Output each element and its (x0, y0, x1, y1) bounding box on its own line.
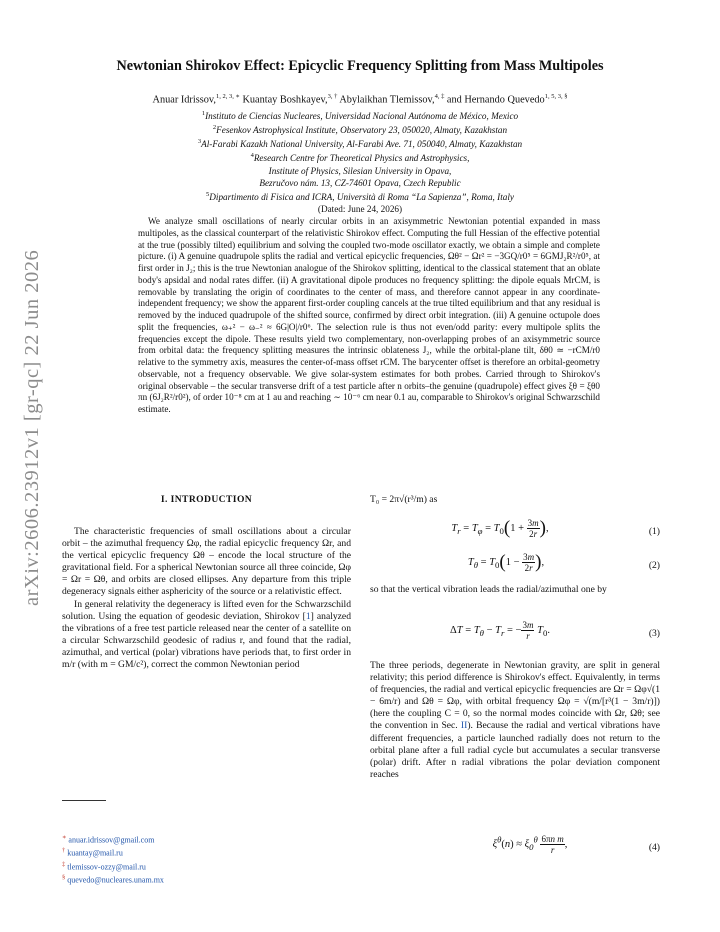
affiliation-line: Bezručovo nám. 13, CZ-74601 Opava, Czech Republic (259, 177, 461, 188)
equation-1: $T_r = T_\varphi = T_0(1$ + $\frac{3m}{2r}$ ), (1) (451, 517, 660, 539)
equation-number: (2) (648, 560, 660, 571)
dated-line: (Dated: June 24, 2026) (317, 203, 403, 214)
equation-number: (3) (648, 628, 660, 639)
paragraph: The three periods, degenerate in Newtonian gravity, are split in general relativity; this period difference is Shirokov's effect. Equivalently, in terms of frequencies, the radial and vertical epicyclic frequencies are Ωr = Ωφ√(1 − 6m/r) and Ωθ = Ωφ, with orbital frequency Ωφ = √(m/[r³(1 − 3m/r)]) (here the coupling C = 0, so the normal modes coincide with Ωr, Ωθ; see the convention in Sec. II). Because the radial and vertical vibrations have different frequencies, a particle launched radially does not return to the orbital plane after a full radial cycle but accumulates a secular transverse (polar) drift. After n radial vibrations the polar deviation component reaches (370, 660, 661, 780)
right-column-mid (370, 584, 660, 596)
author-affil-mark: 4, ‡ (434, 93, 445, 100)
author-name: Abylaikhan Tlemissov, (339, 94, 435, 106)
paragraph: In general relativity the degeneracy is lifted even for the Schwarzschild solution. Using the equation of geodesic deviation, Shirokov [1] analyzed the vibrations of a free test particle released near the center of a satellite on a circular Schwarzschild geodesic of radius r, and found that the radial, azimuthal, and vertical (polar) vibrations have periods that, to first order in m/r (with m = GM/c²), correct the common Newtonian period (62, 598, 351, 671)
affiliation-list (60, 108, 660, 215)
arxiv-stamp: arXiv:2606.23912v1 [gr-qc] 22 Jun 2026 (21, 249, 43, 606)
author-affil-mark: 1, 5, 3, § (544, 93, 568, 100)
affiliation-line: $^1$Instituto de Ciencias Nucleares, Universidad Nacional Autónoma de México, Mexico (201, 110, 519, 122)
abstract-text: We analyze small oscillations of nearly circular orbits in an axisymmetric Newtonian potential expanded in mass multipoles, as the classical counterpart of the relativistic Shirokov effect. Computing the full Hessian of the effective potential at the true (possibly tilted) equilibrium and solving the coupled two-mode oscillator exactly, we obtain a simple and complete picture. (i) A genuine quadrupole splits the radial and vertical epicyclic frequencies, Ωθ² − Ωr² = −3GQ/r0⁵ = 6GMJ₂R²/r0⁵, at first order in J₂; this is the true Newtonian analogue of the Shirokov splitting, identical to the classical statement that an oblate body's apsidal and nodal rates differ. (ii) A gravitational dipole produces no frequency splitting: the dipole equals MrCM, is removable by translating the origin of coordinates to the center of mass, and therefore cannot appear in any coordinate-independent frequency; we show the apparent first-order coupling cancels at the true tilted equilibrium and that any residual is removed by the induced quadrupole of the shifted source, confirmed by direct orbit integration. (iii) A genuine octupole does split the frequencies, ω₊² − ω₋² ≈ 6G|O|/r0⁶. The selection rule is thus not even/odd parity: every multipole splits the frequencies except the dipole. These results yield two complementary, non-overlapping probes of an axisymmetric source from orbital data: the frequency splitting measures the intrinsic oblateness J₂, while the orbital-plane tilt, δθ0 ≃ −rCM/r0 relative to the symmetry axis, measures the center-of-mass offset rCM. The barycenter offset is therefore an orbital-geometry observable, not a frequency observable. We give solar-system estimates for both probes. Carried through to Shirokov's original observable – the secular transverse drift of a test particle after n orbits–the genuine (quadrupole) effect gives ξθ = ξθ0 πn (6J₂R²/r0²), of order 10⁻⁸ cm at 1 au and reaching ∼ 10⁻⁶ cm near 0.1 au, comparable to Shirokov's original Schwarzschild estimate. (138, 216, 600, 414)
abstract (138, 216, 600, 416)
footnote-item: ∗ anuar.idrissov@gmail.com (62, 834, 155, 845)
equation-number: (1) (648, 526, 660, 537)
affiliation-line: $^4$Research Centre for Theoretical Physics and Astrophysics, (250, 152, 470, 164)
affiliation-line: $^5$Dipartimento di Fisica and ICRA, Università di Roma “La Sapienza”, Roma, Italy (206, 190, 514, 202)
footnote-item: † kuantay@mail.ru (62, 847, 123, 859)
paragraph: T₀ = 2π√(r³/m) as (370, 494, 438, 505)
footnote-email-link[interactable]: quevedo@nucleares.unam.mx (67, 876, 164, 886)
footnote-email-link[interactable]: tlemissov-ozzy@mail.ru (67, 862, 146, 872)
right-column-body (370, 660, 660, 781)
equation-3: $\Delta T = T_\theta - T_r$ = − $\frac{3m}{r}$ $T_0$. (3) (450, 620, 660, 641)
affiliation-line: $^3$Al-Farabi Kazakh National University, Al-Farabi Ave. 71, 050040, Almaty, Kazakhstan (197, 138, 523, 150)
footnote-email-link[interactable]: kuantay@mail.ru (67, 849, 123, 859)
affiliation-line: $^2$Fesenkov Astrophysical Institute, Observatory 23, 050020, Almaty, Kazakhstan (212, 124, 508, 136)
citation-link[interactable]: 1 (305, 610, 311, 622)
paragraph: The characteristic frequencies of small oscillations about a circular orbit – the azimuthal frequency Ωφ, the radial epicyclic frequency Ωr, and the vertical epicyclic frequency Ωθ – encode the local structure of the gravitational field. For a spherical Newtonian source all three coincide, Ωφ = Ωr = Ωθ, and orbits are closed ellipses. Any departure from this triple degeneracy signals either asphericity of the source or a relativistic effect. (62, 526, 351, 598)
footnote-item: § quevedo@nucleares.unam.mx (62, 874, 164, 886)
author-affil-mark: 3, † (327, 93, 338, 100)
right-column-intro (370, 494, 660, 506)
section-heading: I. INTRODUCTION (160, 494, 253, 505)
section-ref-link[interactable]: II (460, 720, 468, 732)
footnote-rule (62, 800, 106, 801)
equation-4: $\xi^\theta(n) \approx \xi_0^\theta$ $\frac{\text{6πn m}}{r}$ , (4) (492, 834, 660, 855)
footnote-item: ‡ tlemissov-ozzy@mail.ru (62, 860, 146, 872)
author-affil-mark: 1, 2, 3, ∗ (215, 93, 240, 100)
footnote-email-link[interactable]: anuar.idrissov@gmail.com (68, 835, 155, 845)
left-column (62, 526, 351, 671)
equation-number: (4) (648, 842, 660, 853)
author-name: Anuar Idrissov, (152, 94, 216, 106)
paragraph: so that the vertical vibration leads the radial/azimuthal one by (370, 584, 607, 595)
author-name: and Hernando Quevedo (446, 94, 545, 106)
footnote-list (62, 833, 164, 887)
equation-2: $T_\theta = T_0(1$ − $\frac{3m}{2r}$ ), (2) (467, 551, 660, 573)
author-name: Kuantay Boshkayev, (242, 94, 328, 106)
author-list (60, 92, 660, 105)
affiliation-line: Institute of Physics, Silesian University in Opava, (268, 165, 452, 176)
paper-title: Newtonian Shirokov Effect: Epicyclic Frequency Splitting from Mass Multipoles (116, 58, 604, 74)
